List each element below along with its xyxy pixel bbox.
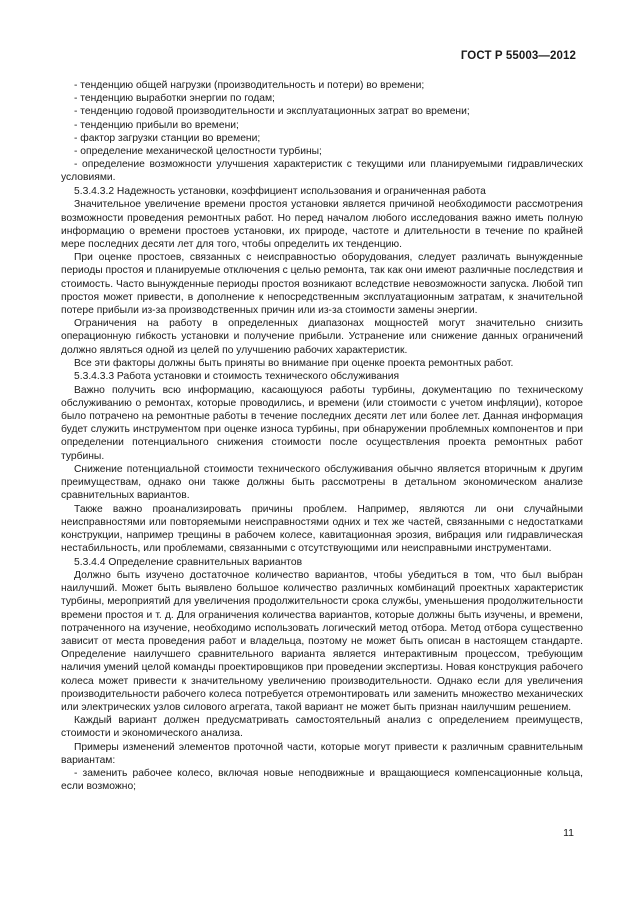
paragraph: Каждый вариант должен предусматривать самостоятельный анализ с определением преимуществ, стоимости и экономического анализа. — [61, 715, 583, 740]
list-item: - определение возможности улучшения характеристик с текущими или планируемыми гидравлических условиями. — [61, 159, 583, 184]
list-item: - тенденцию общей нагрузки (производительность и потери) во времени; — [74, 80, 425, 91]
paragraph: Важно получить всю информацию, касающуюся работы турбины, документацию по техническому обслуживанию о ремонтах, которые проводились, и времени (или стоимости с учетом инфляции), которое было потрачено на ремонтные работы в течение последних десяти лет или более лет. Данная информация будет служить инструментом при оценке износа турбины, при обнаружении проблемных компонентов и при определении потенциального снижения стоимости после осуществления проекта ремонтных работ турбины. — [61, 384, 583, 462]
paragraph: Значительное увеличение времени простоя установки является причиной необходимости рассмотрения возможности проведения ремонтных работ. Но перед началом любого исследования важно иметь полную информацию о времени простоев установки, их природе, частоте и длительности в течение по крайней мере последних десяти лет для того, чтобы определить их тенденцию. — [61, 199, 583, 250]
list-item: - заменить рабочее колесо, включая новые неподвижные и вращающиеся компенсационные кольца, если возможно; — [61, 768, 583, 793]
list-item: - фактор загрузки станции во времени; — [74, 132, 261, 144]
paragraph: Ограничения на работу в определенных диапазонах мощностей могут значительно снизить операционную гибкость установки и получение прибыли. Устранение или снижение данных ограничений должно являться одной из целей по улучшению рабочих характеристик. — [61, 318, 583, 356]
list-item: - тенденцию прибыли во времени; — [74, 119, 239, 131]
paragraph: Должно быть изучено достаточное количество вариантов, чтобы убедиться в том, что был выбран наилучший. Может быть выявлено большое количество различных комбинаций проектных характеристик турбины, мероприятий для увеличения продолжительности срока службы, уменьшения продолжительности времени простоя и т. д. Для ограничения количества вариантов, которые должны быть изучены, и времени, потраченного на изучение, необходимо использовать логический метод отбора. Метод отбора существенно зависит от места проведения работ и владельца, поэтому не может быть описан в настоящем стандарте. Определение наилучшего сравнительного варианта является интерактивным процессом, требующим наличия умений целой команды проектировщиков при проведении экспертизы. Новая конструкция рабочего колеса может привести к значительному увеличению производительности. Однако если для увеличения производительности рабочего колеса потребуется отремонтировать или заменить множество механических или электрических узлов силового агрегата, такой вариант не может быть признан наилучшим решением. — [61, 570, 583, 714]
paragraph: При оценке простоев, связанных с неисправностью оборудования, следует различать вынужденные периоды простоя и планируемые отключения с целью ремонта, так как они имеют различные последствия и стоимость. Часто вынужденные периоды простоя возникают вследствие невозможности запуска. Любой тип простоя может привести, в дополнение к непосредственным эксплуатационным затратам, к значительной потере прибыли из-за производственных причин или из-за стоимости замены энергии. — [61, 252, 583, 316]
section-heading: 5.3.4.3.3 Работа установки и стоимость технического обслуживания — [74, 371, 400, 383]
page-number: 11 — [563, 827, 574, 839]
list-item: - определение механической целостности турбины; — [74, 146, 322, 158]
document-header: ГОСТ Р 55003—2012 — [460, 50, 576, 62]
paragraph: Примеры изменений элементов проточной части, которые могут привести к различным сравнительным вариантам: — [61, 741, 583, 766]
list-item: - тенденцию выработки энергии по годам; — [74, 93, 275, 105]
body-text — [61, 79, 583, 793]
list-item: - тенденцию годовой производительности и эксплуатационных затрат во времени; — [74, 106, 470, 118]
section-heading: 5.3.4.4 Определение сравнительных вариантов — [74, 556, 303, 568]
section-heading: 5.3.4.3.2 Надежность установки, коэффициент использования и ограниченная работа — [74, 186, 486, 198]
paragraph: Все эти факторы должны быть приняты во внимание при оценке проекта ремонтных работ. — [74, 357, 514, 369]
paragraph: Снижение потенциальной стоимости технического обслуживания обычно является вторичным к другим преимуществам, однако они также должны быть рассмотрены в детальном экономическом анализе сравнительных вариантов. — [61, 463, 583, 502]
paragraph: Также важно проанализировать причины проблем. Например, являются ли они случайными неисправностями или повторяемыми неисправностями одних и тех же частей, связанными с недостатками конструкции, например трещины в рабочем колесе, кавитационная эрозия, вибрация или гидравлическая нестабильность, или проблемами, связанными с отсутствующими или неисправными инструментами. — [61, 503, 583, 555]
